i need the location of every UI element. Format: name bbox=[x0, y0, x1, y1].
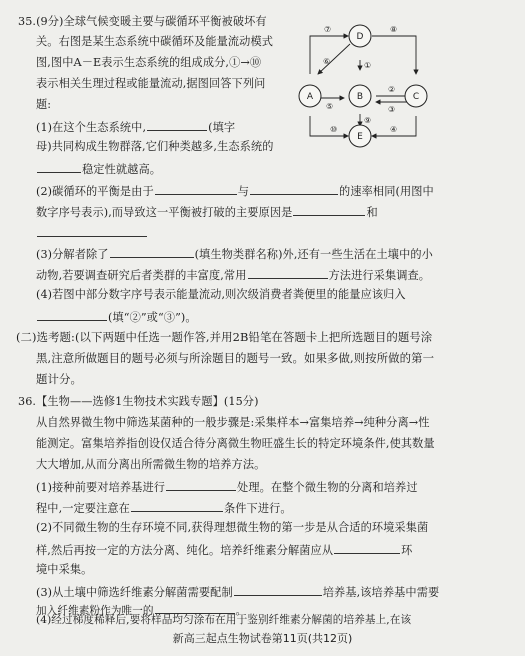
q36-heading: 36.【生物——选修1生物技术实践专题】(15分) bbox=[18, 395, 259, 408]
arrow-7-label: ⑦ bbox=[324, 25, 332, 34]
section2-line1: (二)选考题:(以下两题中任选一题作答,并用2B铅笔在答题卡上把所选题目的题号涂 bbox=[16, 330, 433, 344]
q35-part3-text-a: (3)分解者除了 bbox=[36, 248, 109, 261]
answer-blank[interactable] bbox=[110, 245, 194, 258]
q36-part3-text-c: 加入纤维素粉作为唯一的 bbox=[36, 605, 154, 617]
q36-part1-line1 bbox=[36, 478, 418, 495]
answer-blank[interactable] bbox=[293, 203, 365, 216]
answer-blank[interactable] bbox=[37, 224, 147, 237]
arrow-3-label: ③ bbox=[388, 105, 396, 114]
arrow-8-label: ⑧ bbox=[390, 25, 398, 34]
q35-part4-line1: (4)若图中部分数字序号表示能量流动,则次级消费者粪便里的能量应该归入 bbox=[36, 288, 406, 301]
answer-blank[interactable] bbox=[37, 308, 107, 321]
q35-part1-text-b: (填字 bbox=[208, 121, 236, 134]
q35-part2-line2 bbox=[36, 203, 378, 220]
q35-part1-line3 bbox=[36, 160, 161, 177]
arrow-4-label: ④ bbox=[390, 125, 398, 134]
q35-line-5: 题: bbox=[36, 98, 52, 111]
q36-part2-text-b: 环 bbox=[401, 544, 413, 557]
q35-part1-text-c: 稳定性就越高。 bbox=[82, 163, 162, 176]
answer-blank[interactable] bbox=[248, 266, 328, 279]
q36-part2-line2 bbox=[36, 541, 412, 558]
q36-part1-text-a: (1)接种前要对培养基进行 bbox=[36, 481, 166, 494]
q36-part2-line1: (2)不同微生物的生存环境不同,获得理想微生物的第一步是从合适的环境采集菌 bbox=[36, 521, 429, 534]
q36-part1-text-d: 条件下进行。 bbox=[223, 502, 292, 515]
answer-blank[interactable] bbox=[234, 583, 322, 596]
q36-part3-text-b: 培养基,该培养基中需要 bbox=[322, 586, 440, 599]
q35-part1-text-a: (1)在这个生态系统中, bbox=[36, 121, 147, 134]
answer-blank[interactable] bbox=[334, 541, 400, 554]
q36-part3-text-d: 。 bbox=[235, 605, 247, 617]
q35-part4-text-b: (填“②”或“③”)。 bbox=[108, 311, 197, 324]
q36-part3-text-a: (3)从土壤中筛选纤维素分解菌需要配制 bbox=[36, 586, 233, 599]
node-e-label: E bbox=[357, 132, 363, 142]
arrow-10-label: ⑩ bbox=[330, 125, 338, 134]
q35-part2-line1 bbox=[36, 182, 434, 199]
q35-part2-text-e: 和 bbox=[366, 206, 378, 219]
q35-line-4: 表示相关生理过程或能量流动,据图回答下列问 bbox=[36, 77, 266, 90]
page-footer: 新高三起点生物试卷第11页(共12页) bbox=[172, 632, 353, 645]
q36-part3-line1 bbox=[36, 583, 439, 600]
q35-part3-text-b: (填生物类群名称)外,还有一些生活在土壤中的小 bbox=[194, 248, 433, 261]
q35-part3-text-c: 动物,若要调查研究后者类群的丰富度,常用 bbox=[36, 269, 247, 282]
arrow-9-label: ⑨ bbox=[364, 116, 372, 125]
node-c-label: C bbox=[412, 92, 420, 102]
q36-part1-text-c: 程中,一定要注意在 bbox=[36, 502, 130, 515]
q36-part2-text-a: 样,然后再按一定的方法分离、纯化。培养纤维素分解菌应从 bbox=[36, 544, 334, 557]
answer-blank[interactable] bbox=[166, 478, 236, 491]
arrow-6-label-upper: ⑥ bbox=[323, 57, 331, 66]
q35-part2-text-b: 与 bbox=[237, 185, 250, 198]
q36-intro-line2: 能测定。富集培养指创设仅适合待分离微生物旺盛生长的特定环境条件,使其数量 bbox=[36, 437, 435, 450]
q35-line-1: 35.(9分)全球气候变暖主要与碳循环平衡被破坏有 bbox=[18, 15, 267, 28]
q36-intro-line1: 从自然界微生物中筛选某菌种的一般步骤是:采集样本→富集培养→纯种分离→性 bbox=[36, 416, 430, 429]
q36-part1-line2 bbox=[36, 499, 292, 516]
q35-part1-line2: 母)共同构成生物群落,它们种类越多,生态系统的 bbox=[36, 140, 274, 153]
q35-part3-line1 bbox=[36, 245, 433, 262]
answer-blank[interactable] bbox=[131, 499, 223, 512]
answer-blank[interactable] bbox=[155, 182, 237, 195]
q35-part2-text-a: (2)碳循环的平衡是由于 bbox=[36, 185, 154, 198]
q36-part4-line1: (4)经过梯度稀释后,要将样品均匀涂布在用于鉴别纤维素分解菌的培养基上,在该 bbox=[36, 614, 412, 626]
answer-blank[interactable] bbox=[147, 118, 207, 131]
node-d-label: D bbox=[356, 32, 364, 42]
arrow-1-label: ① bbox=[364, 61, 372, 70]
diagram-nodes bbox=[299, 25, 427, 147]
section2-line2: 黑,注意所做题目的题号必须与所涂题目的题号一致。如果多做,则按所做的第一 bbox=[36, 351, 435, 365]
q36-intro-line3: 大大增加,从而分离出所需微生物的培养方法。 bbox=[36, 458, 266, 471]
q35-part3-line2 bbox=[36, 266, 430, 283]
q35-line-2: 关。右图是某生态系统中碳循环及能量流动模式 bbox=[36, 35, 274, 48]
node-b-label: B bbox=[356, 92, 364, 102]
q35-part2-line3 bbox=[36, 224, 148, 241]
answer-blank[interactable] bbox=[37, 160, 81, 173]
arrow-2-label: ② bbox=[388, 85, 396, 94]
q35-part1-line1 bbox=[36, 118, 235, 135]
q35-part4-line2 bbox=[36, 308, 197, 325]
q36-part1-text-b: 处理。在整个微生物的分离和培养过 bbox=[237, 481, 418, 494]
q35-part2-text-d: 数字序号表示),而导致这一平衡被打破的主要原因是 bbox=[36, 206, 293, 219]
q35-line-3: 图,图中A－E表示生态系统的组成成分,①→⑩ bbox=[36, 56, 262, 69]
q35-part2-text-c: 的速率相同(用图中 bbox=[339, 185, 434, 198]
section2-line3: 题计分。 bbox=[36, 372, 82, 386]
carbon-cycle-diagram bbox=[290, 16, 450, 148]
arrow-5-label: ⑤ bbox=[326, 102, 334, 111]
q35-part3-text-d: 方法进行采集调查。 bbox=[328, 269, 431, 282]
node-a-label: A bbox=[306, 92, 314, 102]
answer-blank[interactable] bbox=[250, 182, 338, 195]
q36-part2-line3: 境中采集。 bbox=[36, 563, 93, 576]
